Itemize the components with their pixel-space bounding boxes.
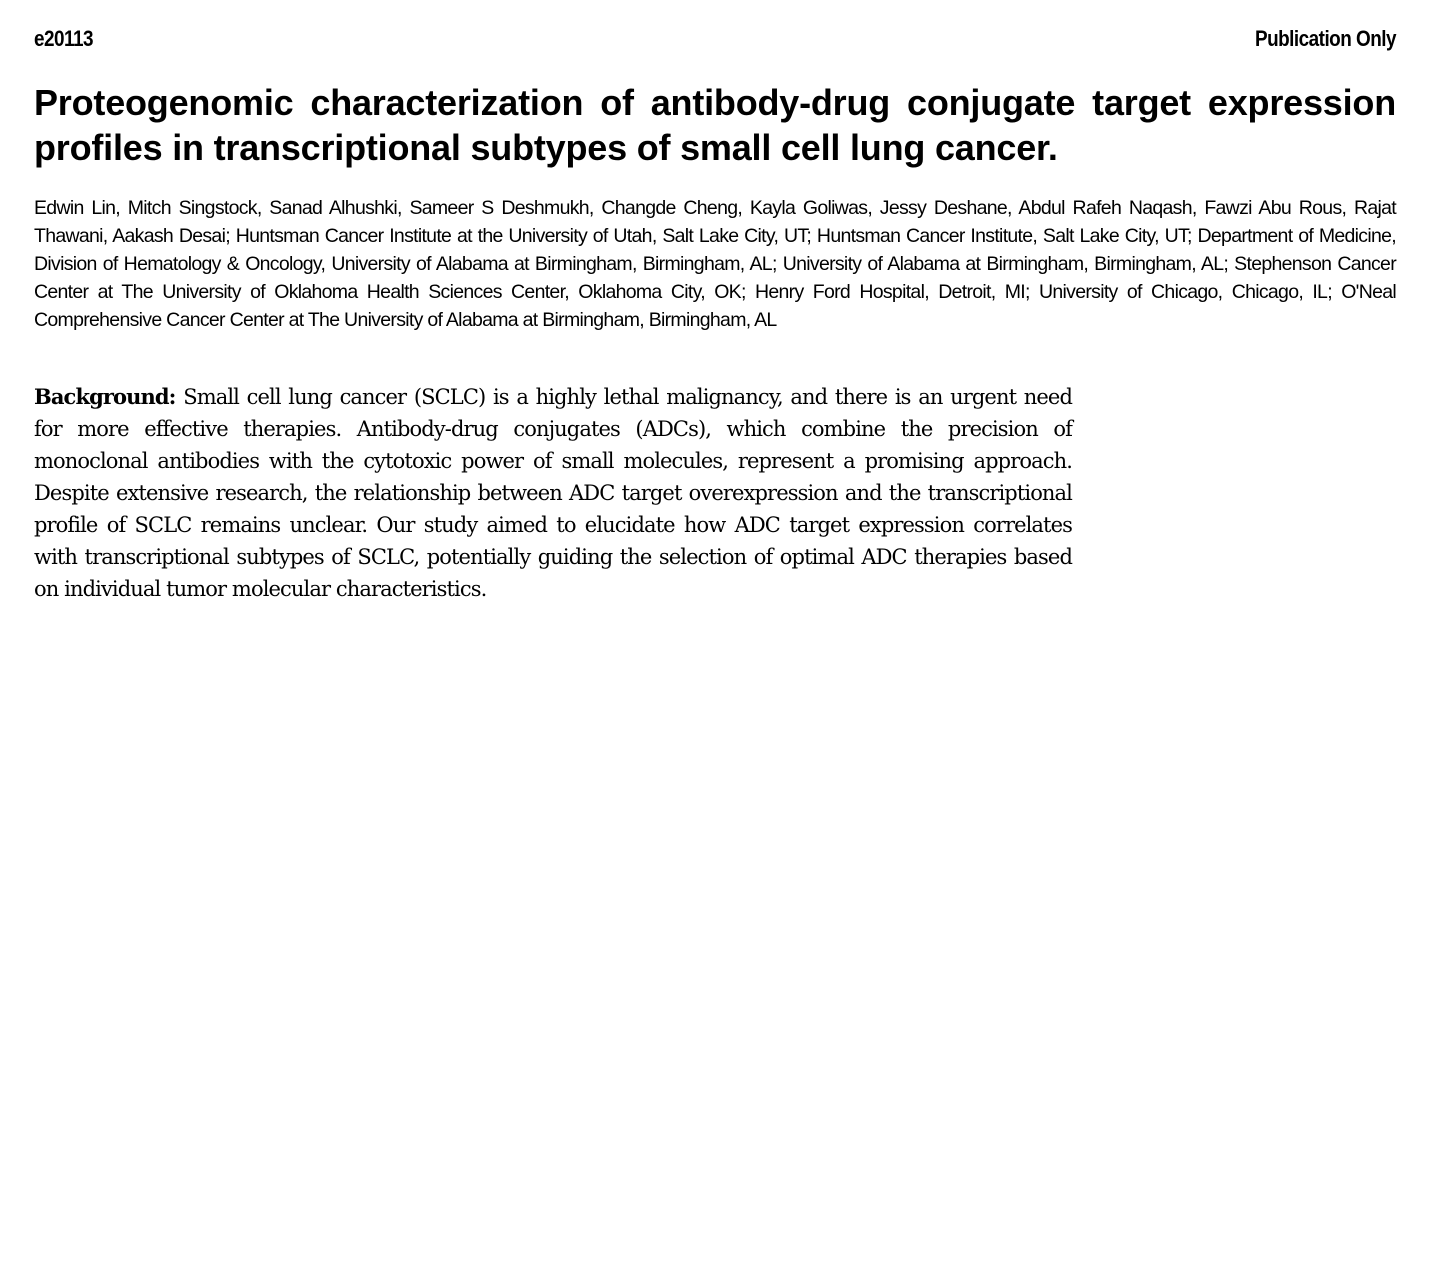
abstract-body (34, 381, 1073, 601)
background-label: Background: (34, 384, 176, 409)
background-text: Small cell lung cancer (SCLC) is a highly lethal malignancy, and there is an urgent need for more effective therapies. Antibody-drug conjugates (ADCs), which combine the precision of monoclonal antibodies with the cytotoxic power of small molecules, represent a promising approach. Despite extensive research, the relationship between ADC target overexpression and the transcriptional profile of SCLC remains unclear. Our study aimed to elucidate how ADC target expression correlates with transcriptional subtypes of SCLC, potentially guiding the selection of optimal ADC therapies based on individual tumor molecular characteristics. (34, 385, 1073, 601)
authors-affiliations: Edwin Lin, Mitch Singstock, Sanad Alhushki, Sameer S Deshmukh, Changde Cheng, Kayla Goliwas, Jessy Deshane, Abdul Rafeh Naqash, Fawzi Abu Rous, Rajat Thawani, Aakash Desai; Huntsman Cancer Institute at the University of Utah, Salt Lake City, UT; Huntsman Cancer Institute, Salt Lake City, UT; Department of Medicine, Division of Hematology & Oncology, University of Alabama at Birmingham, Birmingham, AL; University of Alabama at Birmingham, Birmingham, AL; Stephenson Cancer Center at The University of Oklahoma Health Sciences Center, Oklahoma City, OK; Henry Ford Hospital, Detroit, MI; University of Chicago, Chicago, IL; O'Neal Comprehensive Cancer Center at The University of Alabama at Birmingham, Birmingham, AL (34, 197, 1396, 331)
abstract-title: Proteogenomic characterization of antibody-drug conjugate target expression profiles in transcriptional subtypes of small cell lung cancer. (34, 82, 1396, 168)
abstract-id: e20113 (34, 26, 94, 51)
publication-category: Publication Only (1254, 26, 1396, 51)
background-paragraph (34, 381, 1072, 605)
header-line-right (225, 24, 1396, 56)
